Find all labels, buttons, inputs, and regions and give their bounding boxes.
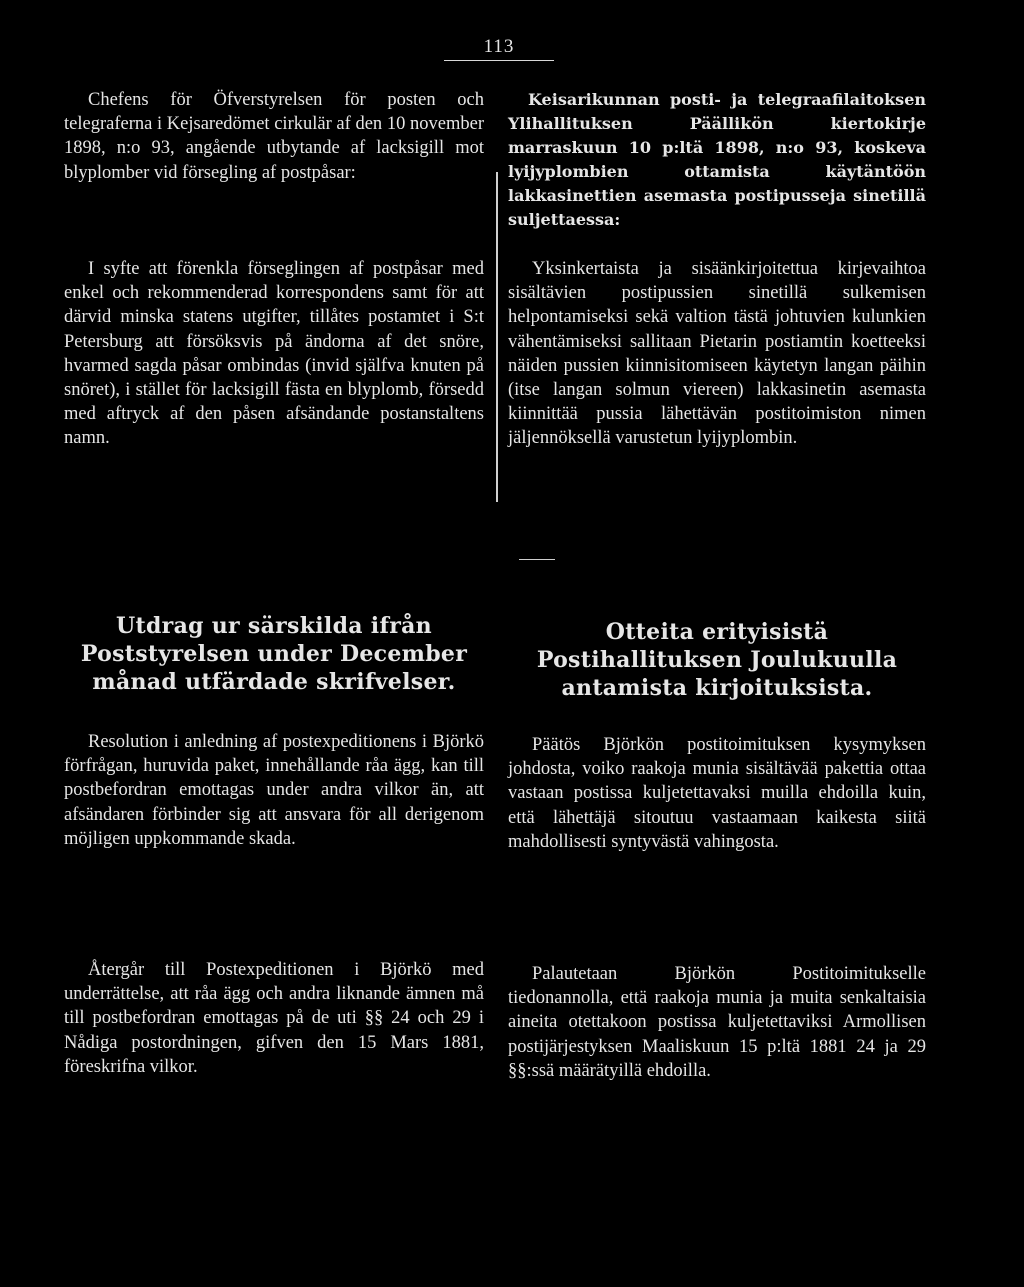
left-para-2: Resolution i anledning af postexpeditionens i Björkö förfrågan, huruvida paket, innehållande råa ägg, kan till postbefordran emottagas under andra vilkor än, att afsändaren förbinder sig att ansvara för all derigenom möjligen uppkommande skada. [64, 732, 484, 849]
right-intro: Keisarikunnan posti- ja telegraafilaitoksen Ylihallituksen Päällikön kiertokirje marraskuun 10 p:ltä 1898, n:o 93, koskeva lyijyplombien ottamista käytäntöön lakkasinettien asemasta postipusseja sinetillä suljettaessa: [508, 90, 926, 229]
right-para-2: Päätös Björkön postitoimituksen kysymyksen johdosta, voiko raakoja munia sisältävää pakettia ottaa vastaan postissa kuljetettavaksi muilla ehdoilla kuin, että lähettäjä sitoutuu vastaamaan kaikesta siitä mahdollisesti syntyvästä vahingosta. [508, 735, 926, 852]
left-para-3: Återgår till Postexpeditionen i Björkö med underrättelse, att råa ägg och andra liknande ämnen må till postbefordran emottagas på de uti §§ 24 och 29 i Nådiga postordningen, gifven den 15 Mars 1881, föreskrifna vilkor. [64, 960, 484, 1077]
right-para-3: Palautetaan Björkön Postitoimitukselle tiedonannolla, että raakoja munia ja muita senkaltaisia aineita otettakoon postissa kuljetettaviksi Armollisen postijärjestyksen Maaliskuun 15 p:ltä 1881 24 ja 29 §§:ssä määrätyillä ehdoilla. [508, 964, 926, 1081]
right-heading: Otteita erityisistä Postihallituksen Joulukuulla antamista kirjoituksista. [536, 619, 898, 701]
right-para-1: Yksinkertaista ja sisäänkirjoitettua kirjevaihtoa sisältävien postipussien sinetillä sulkemisen helpontamiseksi sekä valtion tästä johtuvien kulunkien vähentämiseksi sallitaan Pietarin postiamtin koetteeksi näiden pussien kiinnisitomiseen käytetyn langan päihin (itse langan solmun viereen) lakkasinetin asemasta kiinnittää pussia lähettävän postitoimiston nimen jäljennöksellä varustetun lyijyplombin. [508, 259, 926, 449]
left-intro: Chefens för Öfverstyrelsen för posten och telegraferna i Kejsaredömet cirkulär af den 10 november 1898, n:o 93, angående utbytande af lacksigill mot blyplomber vid försegling af postpåsar: [64, 90, 484, 183]
page-number: 113 [444, 36, 554, 61]
section-divider [519, 559, 555, 560]
left-heading: Utdrag ur särskilda ifrån Poststyrelsen under December månad utfärdade skrifvelser. [80, 613, 468, 695]
left-para-1: I syfte att förenkla förseglingen af postpåsar med enkel och rekommenderad korrespondens samt för att därvid minska statens utgifter, tillåtes postamtet i S:t Petersburg att försöksvis på ändorna af det snöre, hvarmed sagda påsar ombindas (invid själfva knuten på snöret), i stället för lacksigill fästa en blyplomb, försedd med aftryck af den påsen afsändande postanstaltens namn. [64, 259, 484, 449]
column-rule [496, 172, 498, 502]
